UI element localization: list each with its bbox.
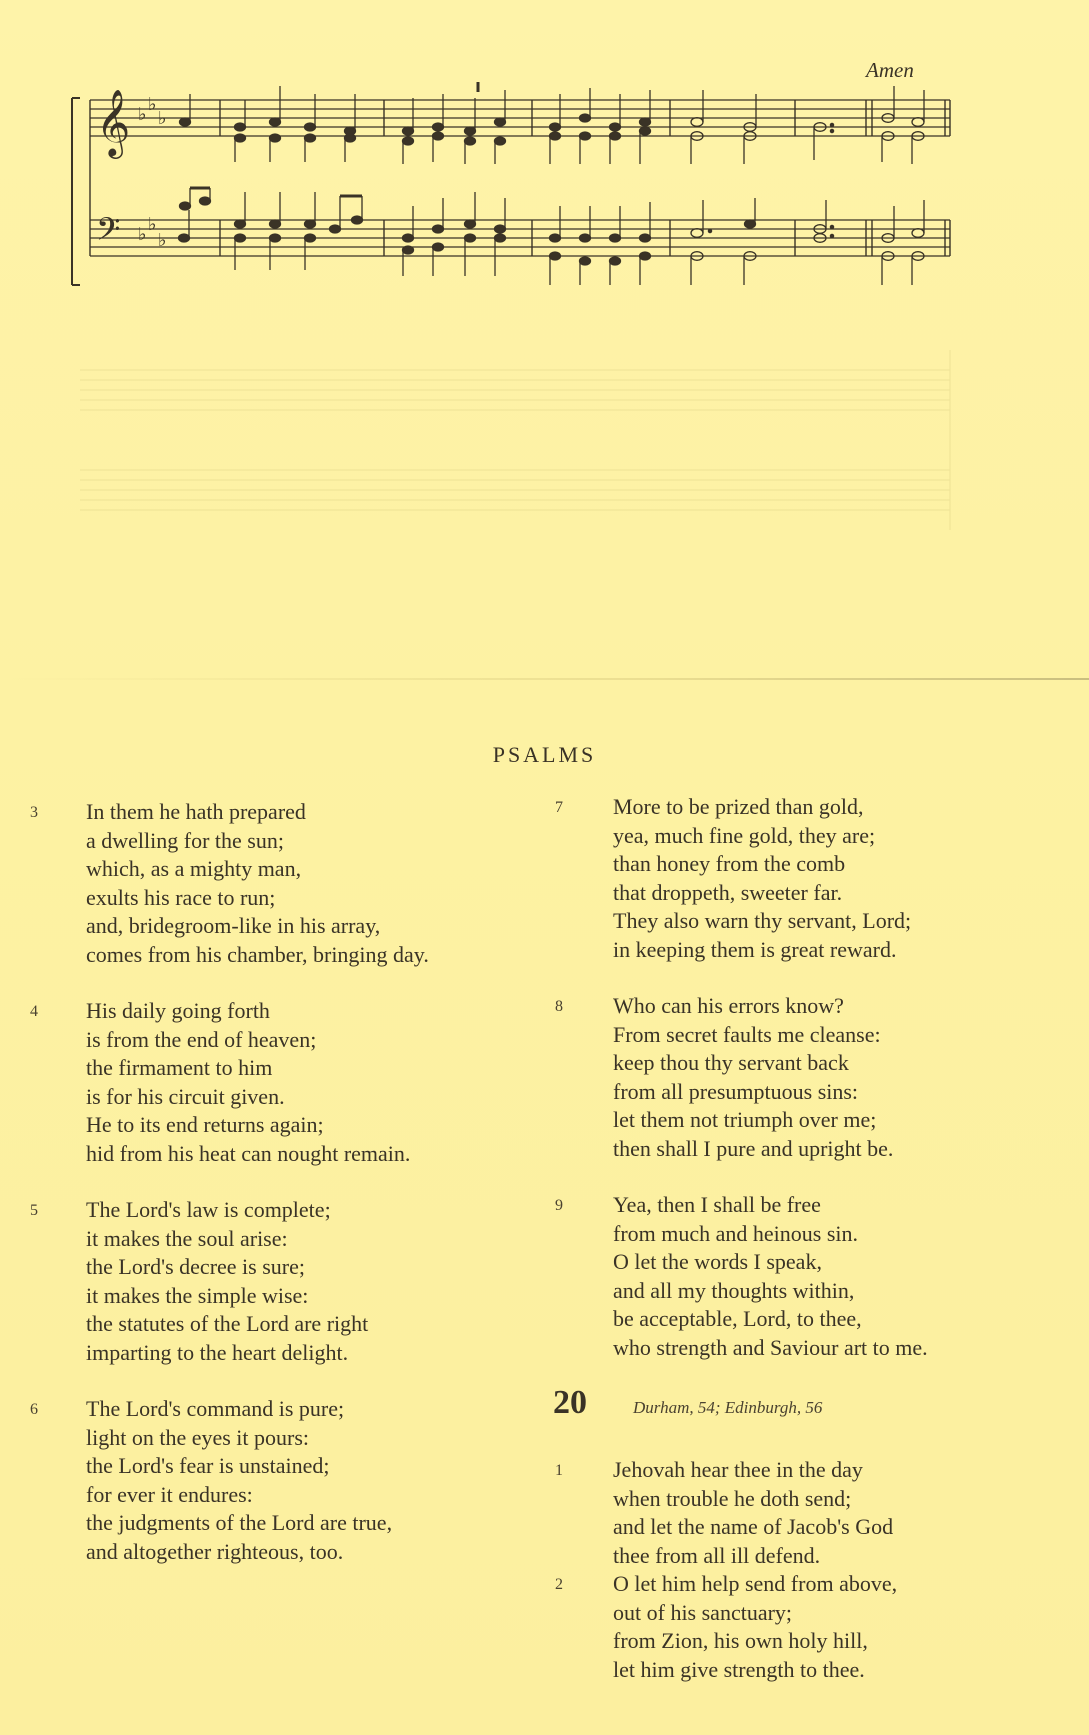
verse-line: Who can his errors know? xyxy=(613,993,844,1018)
verse-number: 4 xyxy=(30,1003,38,1020)
verse-line: O let the words I speak, xyxy=(613,1249,822,1274)
verse-lines xyxy=(613,1191,928,1362)
verse-lines xyxy=(613,793,911,964)
verse-line: Yea, then I shall be free xyxy=(613,1192,821,1217)
verse-line: hid from his heat can nought remain. xyxy=(86,1140,411,1166)
psalm-number: 20 xyxy=(553,1384,587,1421)
verse-lines xyxy=(86,1395,392,1566)
page-fold xyxy=(0,678,1089,680)
verse-line: O let him help send from above, xyxy=(613,1571,898,1596)
svg-text:♭: ♭ xyxy=(148,94,157,115)
verse-line: from all presumptuous sins: xyxy=(613,1078,859,1104)
verse-line: who strength and Saviour art to me. xyxy=(613,1334,928,1360)
verse-line: His daily going forth xyxy=(86,998,270,1023)
verse-line: the Lord's decree is sure; xyxy=(86,1254,305,1279)
verse-line: for ever it endures: xyxy=(86,1481,253,1507)
left-column xyxy=(30,798,500,1594)
verse-line: from much and heinous sin. xyxy=(613,1220,859,1246)
right-column xyxy=(555,793,1075,1684)
verse-line: and, bridegroom-like in his array, xyxy=(86,913,381,938)
verse xyxy=(555,1570,1075,1684)
verse-line: out of his sanctuary; xyxy=(613,1599,793,1625)
verse-lines xyxy=(613,992,893,1163)
amen-label: Amen xyxy=(866,58,914,82)
show-through-score xyxy=(80,350,960,550)
verse-line: keep thou thy servant back xyxy=(613,1050,849,1075)
verse-lines xyxy=(86,997,410,1168)
verse xyxy=(30,1395,500,1566)
verse-line: the Lord's fear is unstained; xyxy=(86,1453,330,1478)
svg-text:♭: ♭ xyxy=(158,108,167,129)
music-score xyxy=(60,80,960,300)
verse-number: 5 xyxy=(30,1202,38,1219)
svg-text:𝄢: 𝄢 xyxy=(96,211,121,255)
verse-line: is for his circuit given. xyxy=(86,1083,285,1109)
verse-number: 2 xyxy=(555,1576,563,1593)
verse-line: than honey from the comb xyxy=(613,851,846,876)
verse-line: They also warn thy servant, Lord; xyxy=(613,908,912,933)
verse xyxy=(30,997,500,1168)
svg-text:♭: ♭ xyxy=(148,214,157,235)
svg-text:♭: ♭ xyxy=(138,224,147,245)
verse-line: and let the name of Jacob's God xyxy=(613,1514,894,1539)
verse-line: from Zion, his own holy hill, xyxy=(613,1628,868,1653)
verse-line: and all my thoughts within, xyxy=(613,1277,855,1303)
verse xyxy=(30,1196,500,1367)
verse-number: 3 xyxy=(30,804,38,821)
verse-line: which, as a mighty man, xyxy=(86,856,302,881)
verse xyxy=(555,793,1075,964)
verse-lines xyxy=(613,1456,893,1570)
verse-line: yea, much fine gold, they are; xyxy=(613,822,876,848)
verse-line: More to be prized than gold, xyxy=(613,794,864,819)
verse-line: a dwelling for the sun; xyxy=(86,827,284,853)
verse-line: exults his race to run; xyxy=(86,884,276,910)
svg-text:𝄞: 𝄞 xyxy=(96,88,131,156)
verse-lines xyxy=(86,1196,368,1367)
verse-line: and altogether righteous, too. xyxy=(86,1538,344,1564)
verse-line: imparting to the heart delight. xyxy=(86,1339,349,1365)
verse-line: thee from all ill defend. xyxy=(613,1542,821,1568)
verse-line: let him give strength to thee. xyxy=(613,1656,865,1682)
verse-line: comes from his chamber, bringing day. xyxy=(86,941,429,967)
verse xyxy=(555,1191,1075,1362)
svg-text:♭: ♭ xyxy=(138,104,147,125)
verse-line: then shall I pure and upright be. xyxy=(613,1135,894,1161)
right-verses xyxy=(555,793,1075,1362)
verse xyxy=(555,992,1075,1163)
verse-line: it makes the simple wise: xyxy=(86,1282,309,1308)
psalm-20-heading xyxy=(555,1384,1075,1422)
verse-line: be acceptable, Lord, to thee, xyxy=(613,1306,862,1331)
verse-line: The Lord's command is pure; xyxy=(86,1396,345,1421)
verse-line: when trouble he doth send; xyxy=(613,1485,852,1511)
verse-number: 6 xyxy=(30,1401,38,1418)
verse-lines xyxy=(613,1570,897,1684)
verse-line: let them not triumph over me; xyxy=(613,1107,877,1132)
verse-number: 9 xyxy=(555,1197,563,1214)
verse-lines xyxy=(86,798,429,969)
verse xyxy=(30,798,500,969)
verse-line: Jehovah hear thee in the day xyxy=(613,1457,863,1482)
verse-line: the judgments of the Lord are true, xyxy=(86,1510,393,1535)
verse-line: is from the end of heaven; xyxy=(86,1026,317,1052)
verse-line: in keeping them is great reward. xyxy=(613,936,897,962)
tune-references: Durham, 54; Edinburgh, 56 xyxy=(633,1398,823,1417)
verse-line: In them he hath prepared xyxy=(86,799,306,824)
verse xyxy=(555,1456,1075,1570)
verse-line: that droppeth, sweeter far. xyxy=(613,879,843,905)
verse-number: 1 xyxy=(555,1462,563,1479)
verse-line: light on the eyes it pours: xyxy=(86,1424,310,1450)
section-title: PSALMS xyxy=(492,742,597,767)
verse-number: 7 xyxy=(555,799,563,816)
verse-line: He to its end returns again; xyxy=(86,1112,324,1137)
svg-text:♭: ♭ xyxy=(158,230,167,251)
verse-line: From secret faults me cleanse: xyxy=(613,1021,881,1047)
psalm-20-verses xyxy=(555,1456,1075,1684)
verse-line: The Lord's law is complete; xyxy=(86,1197,331,1222)
verse-line: the statutes of the Lord are right xyxy=(86,1311,369,1336)
verse-line: the firmament to him xyxy=(86,1055,273,1080)
verse-number: 8 xyxy=(555,998,563,1015)
verse-line: it makes the soul arise: xyxy=(86,1225,288,1251)
